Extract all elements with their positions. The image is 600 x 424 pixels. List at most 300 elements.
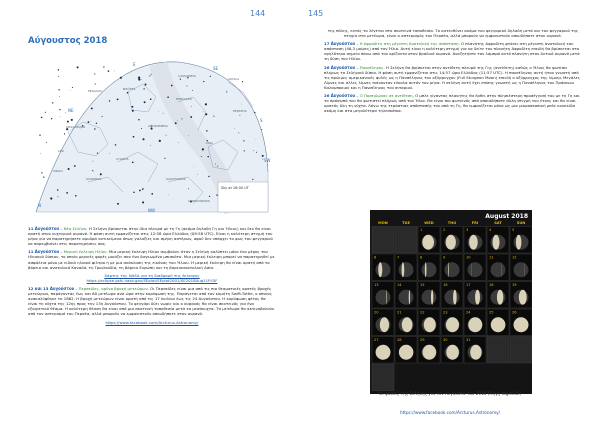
- calendar-day-cell: [372, 254, 394, 281]
- constellation-label: BOÖTES: [123, 87, 136, 91]
- star: [191, 106, 192, 107]
- calendar-day-cell: [464, 282, 486, 309]
- day-number: 21: [397, 310, 402, 315]
- day-number: 25: [489, 310, 494, 315]
- constellation-label: SAGITTARIUS: [166, 177, 186, 181]
- star: [188, 188, 189, 189]
- calendar-day-cell: [510, 282, 532, 309]
- day-number: 11: [489, 255, 494, 260]
- moon-disc: [399, 290, 414, 305]
- date-label: 12 και 13 Αυγούστου: [28, 285, 75, 291]
- star: [138, 119, 139, 120]
- paragraph-partial-eclipse: 11 Αυγούστου – Μερική έκλειψη Ηλίου. Μια μερική έκλειψη Ηλίου συμβαίνει όταν η Σελήνη καλύπτει μόνο ένα μέρος του Ηλιακού δίσκου, το οποίο μερικές φορές μοιάζει σαν ένα δαγκωμένο μπισκότο. Μια μερική έκλειψη μπορεί να παρατηρηθεί με ασφάλεια μόνο με ειδικό ηλιακό φίλτρο ή με μια ανάκλαση της εικόνας του Ήλιου. Η μερική έκλειψη θα είναι ορατή από το βόρειο και ανατολικό Καναδά, τη Γροιλανδία, τη βόρεια Ευρώπη και τη βορειοανατολική Ασία.: [28, 249, 275, 270]
- day-number: 5: [512, 228, 515, 232]
- page-number-left: 144: [250, 9, 266, 18]
- star: [159, 140, 161, 142]
- moon-disc: [445, 290, 460, 305]
- star: [203, 81, 204, 82]
- weekday-label: MON: [378, 221, 388, 225]
- star: [142, 138, 144, 140]
- star: [143, 188, 144, 189]
- moon-lit-portion: [409, 290, 410, 305]
- star: [145, 84, 147, 86]
- horizon-label: NE: [68, 108, 74, 113]
- moon-disc: [422, 262, 437, 277]
- star: [100, 173, 102, 175]
- star: [64, 133, 65, 134]
- star: [158, 111, 159, 112]
- constellation-label: SCORPIUS: [86, 177, 102, 181]
- star: [167, 96, 169, 98]
- calendar-day-cell: [395, 227, 417, 254]
- event-text: Η Σελήνη βρίσκεται στην ίδια πλευρά με τη Γη (ακόμα δηλαδή Γη και Ήλιος) και δεν θα είναι ορατή στον νυχτερινό ουρανό. Η φάση αυτή εμφανίζεται στις 12:58 ώρα Ελλάδας (09:58 UTC). Είναι η καλύτερη στιγμή του μήνα για να παρατηρήσετε αμυδρά αντικείμενα όπως γαλαξίες και σμήνη αστέρων, αφού δεν υπάρχει το φως του φεγγαριού να παρεμβαίνει στις παρατηρήσεις σας.: [28, 226, 273, 247]
- day-number: 10: [466, 255, 471, 260]
- star: [92, 170, 93, 171]
- date-label: 11 Αυγούστου: [28, 249, 60, 255]
- weekday-label: THU: [447, 221, 457, 225]
- date-label: 26 Αυγούστου: [324, 93, 356, 99]
- star: [244, 150, 245, 151]
- day-number: 22: [420, 310, 425, 315]
- day-number: 13: [374, 283, 379, 287]
- star: [142, 201, 144, 203]
- constellation-label: CYGNUS: [116, 157, 129, 161]
- facebook-link-right[interactable]: https://www.facebook.com/Arcturus.Astronomy/: [399, 410, 501, 415]
- eclipse-map-url[interactable]: https://eclipse.gsfc.nasa.gov/SEplot/SEplot2001/SE2018Aug11P.GIF: [86, 277, 218, 283]
- star: [114, 71, 115, 72]
- star: [52, 102, 53, 103]
- star: [138, 76, 140, 78]
- moon-lit-portion: [475, 290, 480, 305]
- chart-legend-title: Sky at 18:00 UT: [221, 186, 249, 190]
- moon-lit-portion: [491, 317, 506, 332]
- star: [109, 153, 110, 154]
- event-text: Ο μπλε γίγαντας πλανήτης θα έρθει στην πλησιέστερη προσέγγισή του με τη Γη και το πρόσωπό του θα φωτιστεί πλήρως από τον Ήλιο. Θα είναι πιο φωτεινός από οποιαδήποτε άλλη στιγμή του έτους και θα είναι ορατός όλη τη νύχτα. Λόγω της τεράστιας απόστασής του από τη Γη, θα εμφανίζεται μόνο ως μια μικροσκοπική μπλε κουκκίδα ακόμη και στα μεγαλύτερα τηλεσκόπια.: [324, 93, 580, 114]
- day-number: 1: [420, 228, 423, 232]
- day-number: 15: [420, 283, 425, 287]
- constellation-label: LYRA: [206, 141, 214, 145]
- calendar-day-cell: [441, 309, 463, 336]
- constellation-label: PERSEUS: [233, 109, 247, 113]
- star: [115, 144, 117, 146]
- star: [208, 176, 209, 177]
- calendar-day-cell: [487, 282, 509, 309]
- star: [41, 172, 42, 173]
- star: [103, 66, 104, 67]
- star: [94, 128, 95, 129]
- moon-lit-portion: [516, 235, 522, 250]
- star: [202, 148, 204, 150]
- star: [131, 106, 133, 108]
- paragraph-perseids: 12 και 13 Αυγούστου – Περσείδες, ορύνο βροχή μετεώρων. Οι Περσείδες είναι μια από τις πιο θεαματικές ορατές βροχές μετεώρων, παράγοντας έως και 60 μετέωρα ανά ώρα στην κορύφωσή της. Παράγεται από τον κομήτη Swift-Tuttle, ο οποίος ανακαλύφθηκε το 1862. Η βροχή μετεώρων είναι ορατή από τις 17 Ιουλίου έως τις 24 Αυγούστου. Η κορύφωση φέτος θα είναι τη νύχτα της 12ης προς την 13η Αυγούστου. Το φεγγάρι δύει νωρίς και ο ουρανός θα είναι σκοτεινός για ένα εξαιρετικό θέαμα. Η καλύτερη θέαση θα είναι από μια σκοτεινή τοποθεσία μετά τα μεσάνυχτα. Τα μετέωρα θα ακτινοβολούν από τον αστερισμό του Περσέα, αλλά μπορούν να εμφανιστούν οπουδήποτε στον ουρανό.: [28, 285, 275, 317]
- calendar-day-cell: [510, 254, 532, 281]
- star: [72, 87, 73, 88]
- calendar-day-cell: [418, 254, 440, 281]
- star: [256, 152, 257, 153]
- paragraph-neptune: 26 Αυγούστου – Ο Ποσειδώνας σε αντίθεση. Ο μπλε γίγαντας πλανήτης θα έρθει στην πλησιέστερη προσέγγισή του με τη Γη και το πρόσωπό του θα φωτιστεί πλήρως από τον Ήλιο. Θα είναι πιο φωτεινός από οποιαδήποτε άλλη στιγμή του έτους και θα είναι ορατός όλη τη νύχτα. Λόγω της τεράστιας απόστασής του από τη Γη, θα εμφανίζεται μόνο ως μια μικροσκοπική μπλε κουκκίδα ακόμη και στα μεγαλύτερα τηλεσκόπια.: [324, 93, 580, 114]
- star: [209, 196, 210, 197]
- calendar-day-cell: [464, 227, 486, 254]
- star: [261, 129, 262, 130]
- star: [254, 112, 255, 113]
- moon-lit-portion: [453, 290, 457, 305]
- day-number: 20: [374, 310, 379, 315]
- star: [68, 168, 70, 170]
- calendar-day-cell: [395, 282, 417, 309]
- star: [206, 130, 208, 132]
- event-heading: Περσείδες, ορύνο βροχή μετεώρων: [78, 285, 148, 291]
- weekday-label: SUN: [516, 221, 526, 225]
- day-number: 14: [397, 283, 402, 287]
- right-page: [300, 0, 600, 424]
- star: [60, 116, 61, 117]
- eclipse-links: [28, 273, 276, 283]
- day-number: 8: [420, 255, 423, 260]
- day-number: 29: [420, 338, 425, 342]
- constellation-label: CAPRICORNUS: [188, 199, 210, 203]
- moon-lit-portion: [380, 317, 389, 332]
- event-heading: Νέα Σελήνη: [63, 226, 87, 231]
- horizon-label: E: [133, 62, 136, 67]
- constellation-label: CASSIOPEIA: [178, 74, 196, 78]
- star: [90, 121, 91, 122]
- star: [40, 153, 41, 154]
- star: [217, 166, 218, 167]
- moon-lit-portion: [514, 317, 529, 332]
- intro-paragraph: της πόλης, εκτός το λέγεται στο σκοτεινά τοποθεσία. Το κατευθύνει ακόμα του φεγγαριού δηλαδή μετά και του φεγγαριού της πτυχία στα μετέωρα, είναι ο αστερισμός του Περσέα, αλλά μπορούν να εμφανιστούν οπουδήποτε στον ουρανό.: [327, 28, 579, 39]
- star: [234, 128, 235, 129]
- star: [93, 161, 94, 162]
- moon-lit-portion: [519, 290, 527, 305]
- day-number: 28: [397, 338, 402, 342]
- day-number: 2: [443, 228, 446, 232]
- star: [50, 197, 52, 199]
- star: [66, 192, 68, 194]
- star: [96, 123, 97, 124]
- star: [150, 98, 152, 100]
- calendar-day-cell: [487, 309, 509, 336]
- star: [151, 128, 152, 129]
- calendar-day-cell: [372, 364, 394, 391]
- star: [41, 117, 43, 119]
- calendar-day-cell: [510, 227, 532, 254]
- constellation-label: ANDROMEDA: [148, 124, 168, 128]
- constellation-label: AQUILA: [228, 77, 240, 81]
- day-number: 16: [443, 283, 448, 287]
- moon-disc: [376, 290, 391, 305]
- day-number: 4: [489, 228, 492, 232]
- moon-disc: [468, 290, 483, 305]
- star: [197, 174, 198, 175]
- constellation-label: HERCULES: [176, 97, 192, 101]
- day-number: 26: [512, 310, 517, 315]
- moon-lit-portion: [497, 290, 503, 305]
- star: [180, 78, 181, 79]
- event-text: Μια μερική έκλειψη Ηλίου συμβαίνει όταν η Σελήνη καλύπτει μόνο ένα μέρος του Ηλιακού δίσκου, το οποίο μερικές φορές μοιάζει σαν ένα δαγκωμένο μπισκότο. Μια μερική έκλειψη μπορεί να παρατηρηθεί με ασφάλεια μόνο με ειδικό ηλιακό φίλτρο ή με μια ανάκλαση της εικόνας του Ήλιου. Η μερική έκλειψη θα είναι ορατή από το βόρειο και ανατολικό Καναδά, τη Γροιλανδία, τη βόρεια Ευρώπη και τη βορειοανατολική Ασία.: [28, 249, 275, 270]
- left-text-block: [28, 226, 276, 328]
- star: [178, 142, 179, 143]
- star: [171, 85, 173, 87]
- star: [226, 91, 227, 92]
- day-number: 30: [443, 338, 448, 342]
- star: [58, 89, 59, 90]
- star: [242, 81, 243, 82]
- star: [77, 66, 79, 68]
- star: [181, 118, 182, 119]
- star: [216, 194, 217, 195]
- star: [253, 150, 254, 151]
- calendar-day-cell: [464, 254, 486, 281]
- calendar-day-cell: [510, 309, 532, 336]
- star: [117, 203, 119, 205]
- moon-lit-portion: [402, 317, 413, 332]
- moon-lit-portion: [469, 235, 478, 250]
- star: [193, 166, 194, 167]
- star: [95, 84, 96, 85]
- day-number: 23: [443, 310, 448, 315]
- star: [139, 190, 141, 192]
- day-number: 17: [466, 283, 471, 287]
- star: [57, 189, 59, 191]
- star: [205, 103, 207, 105]
- moon-disc: [399, 262, 414, 277]
- star: [186, 86, 187, 87]
- star: [67, 121, 69, 123]
- event-heading: Ο Ποσειδώνας σε αντίθεση: [359, 93, 413, 99]
- constellation-label: PEGASUS: [88, 89, 103, 93]
- star: [65, 113, 66, 114]
- moon-lit-portion: [424, 317, 436, 332]
- moon-lit-portion: [470, 345, 481, 360]
- calendar-caption: Οι φάσεις της Σελήνης για τον Αύγουστο του 2018 (Πηγή NightCal): [378, 391, 522, 396]
- calendar-day-cell: [418, 282, 440, 309]
- paragraph-new-moon: 11 Αυγούστου – Νέα Σελήνη. Η Σελήνη βρίσκεται στην ίδια πλευρά με τη Γη (ακόμα δηλαδή Γη και Ήλιος) και δεν θα είναι ορατή στον νυχτερινό ουρανό. Η φάση αυτή εμφανίζεται στις 12:58 ώρα Ελλάδας (09:58 UTC). Είναι η καλύτερη στιγμή του μήνα για να παρατηρήσετε αμυδρά αντικείμενα όπως γαλαξίες και σμήνη αστέρων, αφού δεν υπάρχει το φως του φεγγαριού να παρεμβαίνει στις παρατηρήσεις σας.: [28, 226, 273, 247]
- moon-disc: [468, 262, 483, 277]
- star: [213, 116, 214, 117]
- moon-lit-portion: [422, 235, 434, 250]
- star: [205, 113, 207, 115]
- star: [144, 101, 146, 103]
- star: [210, 76, 211, 77]
- calendar-day-cell: [418, 337, 440, 364]
- moon-lit-portion: [386, 290, 387, 305]
- star: [46, 142, 47, 143]
- star: [45, 112, 46, 113]
- day-number: 7: [397, 255, 400, 260]
- calendar-day-cell: [418, 227, 440, 254]
- moon-lit-portion: [446, 317, 459, 332]
- right-text-block: [324, 28, 582, 116]
- calendar-day-cell: [464, 337, 486, 364]
- star: [71, 119, 73, 121]
- constellation-label: VIRGO: [53, 169, 63, 173]
- moon-lit-portion: [376, 345, 391, 360]
- day-number: 3: [466, 228, 469, 232]
- moon-lit-portion: [448, 262, 449, 277]
- calendar-day-cell: [418, 309, 440, 336]
- star: [215, 164, 216, 165]
- star: [132, 161, 134, 163]
- moon-disc: [445, 262, 460, 277]
- star: [177, 120, 178, 121]
- day-number: 18: [489, 283, 494, 287]
- moon-lit-portion: [431, 290, 433, 305]
- calendar-day-cell: [441, 254, 463, 281]
- horizon-label: SE: [213, 66, 219, 71]
- weekday-label: WED: [424, 221, 434, 225]
- day-number: 6: [374, 255, 377, 260]
- star: [132, 110, 134, 112]
- star: [88, 121, 90, 123]
- star: [188, 135, 189, 136]
- star: [143, 88, 144, 89]
- moon-disc: [491, 262, 506, 277]
- weekday-label: SAT: [494, 221, 502, 225]
- star: [108, 70, 110, 72]
- star: [102, 116, 103, 117]
- calendar-day-cell: [441, 282, 463, 309]
- moon-disc: [514, 262, 529, 277]
- horizon-label: SW: [264, 158, 271, 163]
- star: [58, 76, 59, 77]
- star: [192, 90, 193, 91]
- star: [94, 74, 95, 75]
- day-number: 19: [512, 283, 517, 287]
- paragraph-full-moon: 26 Αυγούστου – Πανσέληνος. Η Σελήνη θα βρίσκεται στην αντίθετη πλευρά της Γης (αντίθετη) καθώς ο Ήλιος θα φωτίσει πλήρως το Σελήνικό δίσκο. Η φάση αυτή εμφανίζεται στις 14:57 ώρα Ελλάδας (11:57 UTC). Η πανσέληνος αυτή ήταν γνωστή από τις πρώιμες αμερικανικές φυλές ως η Πανσέληνος του οξύρρυγχου (Full Sturgeon Moon) επειδή ο οξύρρυγχος της λίμνης Μεγάλες Λίμνες και άλλες λίμνες πιάνονταν εύκολα αυτόν τον μήνα. Η σελήνη αυτή έχει επίσης γνωστή ως η Πανσέληνος του Πράσινου Καλαμποκιού και η Πανσέληνος του σιταριού.: [324, 64, 581, 90]
- calendar-day-cell: [487, 254, 509, 281]
- weekday-label: TUE: [402, 221, 410, 225]
- event-heading: Η Αφροδίτη στη μέγιστη Ανατολική της απόσταση: [359, 41, 459, 47]
- calendar-day-cell: [441, 337, 463, 364]
- moon-lit-portion: [425, 262, 427, 277]
- star: [39, 135, 40, 136]
- star: [97, 152, 98, 153]
- moon-lit-portion: [446, 235, 456, 250]
- star: [133, 136, 135, 138]
- horizon-label: NW: [148, 208, 155, 213]
- day-number: 12: [512, 255, 517, 260]
- star: [74, 165, 76, 167]
- star: [151, 74, 152, 75]
- star: [59, 96, 60, 97]
- moon-lit-portion: [468, 317, 482, 332]
- moon-calendar: [370, 210, 532, 394]
- calendar-day-cell: [372, 337, 394, 364]
- horizon-label: S: [260, 118, 263, 123]
- footer-link-wrap: [28, 320, 276, 325]
- star: [252, 179, 253, 180]
- star: [207, 156, 209, 158]
- star: [243, 140, 244, 141]
- moon-lit-portion: [446, 345, 459, 360]
- star: [93, 171, 94, 172]
- moon-lit-portion: [492, 235, 499, 250]
- star: [201, 156, 202, 157]
- calendar-day-cell: [372, 282, 394, 309]
- star: [262, 155, 264, 157]
- calendar-day-cell: [487, 337, 509, 364]
- star: [70, 90, 71, 91]
- star: [141, 79, 142, 80]
- moon-lit-portion: [402, 262, 405, 277]
- sky-chart: [28, 52, 276, 222]
- star: [75, 195, 77, 197]
- star: [175, 122, 177, 124]
- eclipse-map-link[interactable]: Χάρτης της NASA για τη διαδρομή της έκλειψης: [104, 272, 200, 278]
- day-number: 31: [466, 338, 471, 342]
- star: [166, 135, 167, 136]
- star: [256, 139, 257, 140]
- star: [239, 115, 240, 116]
- star: [190, 116, 192, 118]
- event-heading: Μερική έκλειψη Ηλίου: [63, 249, 107, 255]
- event-heading: Πανσέληνος: [359, 64, 384, 70]
- day-number: 24: [466, 310, 471, 315]
- event-text: Οι Περσείδες είναι μια από τις πιο θεαματικές ορατές βροχές μετεώρων, παράγοντας έως και 60 μετέωρα ανά ώρα στην κορύφωσή της. Παράγεται από τον κομήτη Swift-Tuttle, ο οποίος ανακαλύφθηκε το 1862. Η βροχή μετεώρων είναι ορατή από τις 17 Ιουλίου έως τις 24 Αυγούστου. Η κορύφωση φέτος θα είναι τη νύχτα της 12ης προς την 13η Αυγούστου. Το φεγγάρι δύει νωρίς και ο ουρανός θα είναι σκοτεινός για ένα εξαιρετικό θέαμα. Η καλύτερη θέαση θα είναι από μια σκοτεινή τοποθεσία μετά τα μεσάνυχτα. Τα μετέωρα θα ακτινοβολούν από τον αστερισμό του Περσέα, αλλά μπορούν να εμφανιστούν οπουδήποτε στον ουρανό.: [28, 285, 275, 317]
- star: [238, 132, 239, 133]
- star: [58, 69, 59, 70]
- day-number: 27: [374, 338, 379, 342]
- star: [57, 196, 58, 197]
- star: [127, 92, 129, 94]
- page-number-right: 145: [308, 9, 324, 18]
- star: [149, 75, 150, 76]
- calendar-day-cell: [372, 227, 394, 254]
- day-number: 9: [443, 255, 446, 260]
- calendar-day-cell: [395, 309, 417, 336]
- star: [120, 77, 122, 79]
- star: [142, 188, 144, 190]
- horizon-label: N: [38, 203, 41, 208]
- star: [150, 145, 151, 146]
- calendar-day-cell: [510, 337, 532, 364]
- star: [51, 118, 52, 119]
- star: [241, 104, 242, 105]
- date-label: 11 Αυγούστου: [28, 226, 60, 231]
- star: [141, 128, 142, 129]
- moon-lit-portion: [399, 345, 413, 360]
- star: [163, 113, 164, 114]
- date-label: 26 Αυγούστου: [324, 64, 356, 70]
- star: [133, 191, 135, 193]
- star: [117, 98, 119, 100]
- date-label: 17 Αυγούστου: [324, 41, 356, 47]
- calendar-title: August 2018: [485, 213, 528, 220]
- calendar-day-cell: [372, 309, 394, 336]
- star: [227, 90, 228, 91]
- calendar-day-cell: [395, 254, 417, 281]
- star: [109, 100, 110, 101]
- constellation-label: LEO: [58, 149, 64, 153]
- star: [151, 193, 153, 195]
- star: [168, 195, 169, 196]
- page-title: Αύγουστος 2018: [28, 36, 108, 46]
- moon-lit-portion: [423, 345, 437, 360]
- calendar-day-cell: [487, 227, 509, 254]
- moon-disc: [422, 290, 437, 305]
- moon-disc: [376, 262, 391, 277]
- event-text: Ο πλανήτης Αφροδίτη φτάνει στη μέγιστη ανατολική του απόσταση (46,3 μοίρες) από τον Ήλιο. Αυτή είναι η καλύτερη στιγμή για να δείτε τον πλανήτη Αφροδίτη επειδή θα βρίσκεται στο υψηλότερο σημείο πάνω από τον ορίζοντα στον βραδινό ουρανό. Αναζητήστε τον λαμπρό αυτό πλανήτη στον δυτικό ουρανό μετά τη δύση του Ηλίου.: [324, 41, 580, 62]
- star: [203, 112, 204, 113]
- moon-lit-portion: [378, 262, 382, 277]
- facebook-link-left[interactable]: https://www.facebook.com/Arcturus.Astronomy/: [105, 319, 199, 325]
- star: [43, 176, 44, 177]
- calendar-day-cell: [395, 337, 417, 364]
- star: [59, 109, 60, 110]
- constellation-label: URSA MAJOR: [66, 125, 86, 129]
- star: [164, 158, 165, 159]
- paragraph-venus: 17 Αυγούστου – Η Αφροδίτη στη μέγιστη Ανατολική της απόσταση. Ο πλανήτης Αφροδίτη φτάνει στη μέγιστη ανατολική του απόσταση (46,3 μοίρες) από τον Ήλιο. Αυτή είναι η καλύτερη στιγμή για να δείτε τον πλανήτη Αφροδίτη επειδή θα βρίσκεται στο υψηλότερο σημείο πάνω από τον ορίζοντα στον βραδινό ουρανό. Αναζητήστε τον λαμπρό αυτό πλανήτη στον δυτικό ουρανό μετά τη δύση του Ηλίου.: [324, 41, 580, 62]
